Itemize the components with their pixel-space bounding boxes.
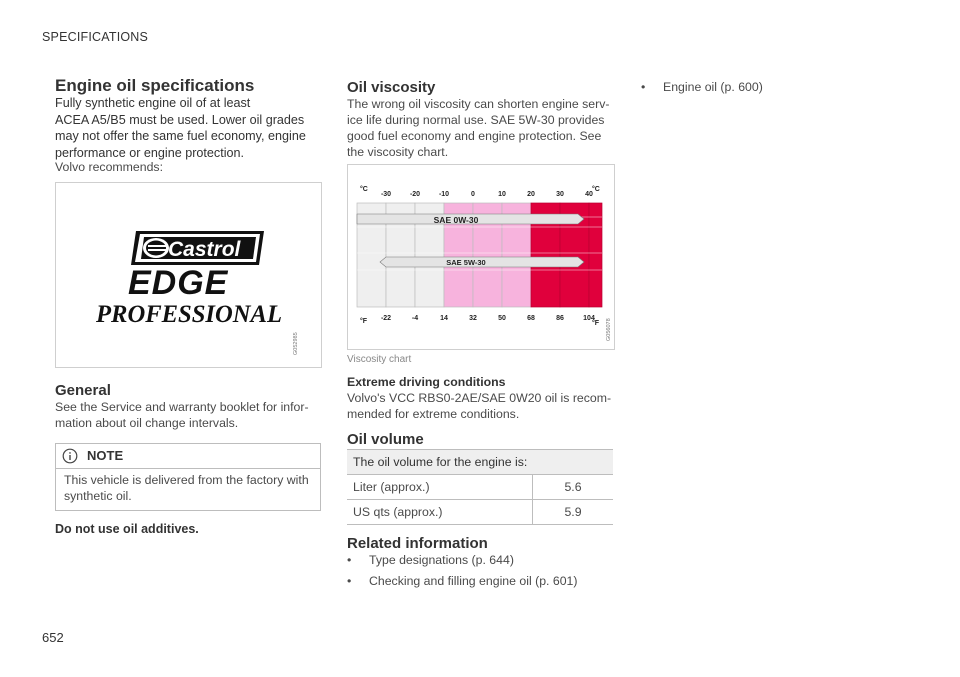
- related-link[interactable]: Checking and filling engine oil (p. 601): [369, 574, 578, 588]
- related-heading: Related information: [347, 535, 488, 552]
- volume-heading: Oil volume: [347, 431, 424, 448]
- page-number: 652: [42, 630, 64, 645]
- viscosity-line: the viscosity chart.: [347, 145, 449, 159]
- viscosity-chart: [347, 164, 615, 350]
- table-row: [347, 475, 613, 500]
- grade-label-0w30: SAE 0W-30: [433, 215, 479, 225]
- celsius-tick-label: -20: [409, 191, 421, 198]
- list-item[interactable]: [347, 573, 607, 589]
- grade-label-5w30: SAE 5W-30: [446, 258, 486, 267]
- general-line: mation about oil change intervals.: [55, 416, 239, 430]
- volume-value-cell: 5.9: [533, 500, 614, 525]
- bullet-dot: •: [347, 574, 352, 588]
- intro-text: [55, 95, 325, 161]
- celsius-tick-label: -30: [380, 191, 392, 198]
- viscosity-line: good fuel economy and engine protection. See: [347, 129, 602, 143]
- logo-line2-text: PROFESSIONAL: [95, 301, 282, 328]
- volume-label-cell: Liter (approx.): [347, 475, 533, 500]
- logo-image-code: G052985: [293, 332, 299, 355]
- volume-header-cell: The oil volume for the engine is:: [347, 450, 613, 475]
- celsius-tick-label: 0: [471, 191, 475, 198]
- fahrenheit-unit-left: °F: [360, 318, 368, 325]
- celsius-tick-label: -10: [438, 191, 450, 198]
- extreme-line: Volvo's VCC RBS0-2AE/SAE 0W20 oil is recom-: [347, 391, 612, 405]
- chart-band-red: [589, 203, 602, 307]
- celsius-tick-label: 10: [498, 191, 506, 198]
- related-link[interactable]: Engine oil (p. 600): [663, 80, 763, 94]
- viscosity-chart-graphic: [348, 165, 614, 349]
- related-link[interactable]: Type designations (p. 644): [369, 553, 514, 567]
- note-box: [55, 443, 321, 511]
- celsius-tick-label: 40: [585, 191, 593, 198]
- note-text: [64, 472, 309, 504]
- logo-line1-text: EDGE: [128, 264, 229, 302]
- celsius-tick-label: 30: [556, 191, 564, 198]
- section-header: SPECIFICATIONS: [42, 30, 149, 44]
- celsius-tick-label: 20: [527, 191, 535, 198]
- recommends-label: Volvo recommends:: [55, 160, 163, 174]
- intro-line: Fully synthetic engine oil of at least: [55, 96, 251, 110]
- fahrenheit-tick-label: 14: [440, 315, 448, 322]
- note-label: NOTE: [87, 448, 124, 463]
- extreme-line: mended for extreme conditions.: [347, 407, 520, 421]
- list-item[interactable]: [641, 79, 901, 95]
- volume-table-header: [347, 450, 613, 475]
- fahrenheit-unit-right: °F: [592, 320, 600, 327]
- bullet-dot: •: [641, 80, 646, 94]
- intro-line: ACEA A5/B5 must be used. Lower oil grades: [55, 112, 305, 127]
- chart-image-code: G056078: [606, 318, 612, 341]
- chart-caption: Viscosity chart: [347, 354, 412, 365]
- list-item[interactable]: [347, 552, 607, 568]
- logo-brand-text: Castrol: [168, 238, 241, 261]
- fahrenheit-tick-label: 68: [527, 315, 535, 322]
- table-row: [347, 500, 613, 525]
- intro-line: may not offer the same fuel economy, engine: [55, 129, 306, 143]
- bullet-dot: •: [347, 553, 352, 567]
- fahrenheit-tick-label: 104: [583, 315, 595, 322]
- note-line: This vehicle is delivered from the factory with: [64, 473, 309, 487]
- fahrenheit-tick-label: -4: [411, 315, 419, 322]
- viscosity-line: The wrong oil viscosity can shorten engine serv-: [347, 97, 610, 111]
- viscosity-heading: Oil viscosity: [347, 79, 436, 96]
- volume-label-cell: US qts (approx.): [347, 500, 533, 525]
- celsius-unit-left: °C: [360, 186, 368, 193]
- intro-line: performance or engine protection.: [55, 145, 245, 160]
- viscosity-text: [347, 96, 609, 160]
- viscosity-line: ice life during normal use. SAE 5W-30 provides: [347, 113, 605, 127]
- fahrenheit-tick-label: 32: [469, 315, 477, 322]
- volume-value-cell: 5.6: [533, 475, 614, 500]
- general-text: [55, 399, 309, 431]
- general-line: See the Service and warranty booklet for infor-: [55, 400, 309, 414]
- note-header: [56, 444, 320, 469]
- castrol-logo-image: [55, 182, 322, 368]
- fahrenheit-tick-label: 50: [498, 315, 506, 322]
- celsius-unit-right: °C: [592, 186, 600, 193]
- extreme-text: [347, 390, 611, 422]
- page-title: Engine oil specifications: [55, 76, 255, 95]
- volume-table: [347, 449, 613, 525]
- castrol-logo-graphic: [56, 183, 321, 367]
- note-line: synthetic oil.: [64, 489, 132, 503]
- general-heading: General: [55, 382, 111, 399]
- fahrenheit-tick-label: 86: [556, 315, 564, 322]
- info-icon: [62, 448, 78, 464]
- extreme-heading: Extreme driving conditions: [347, 375, 506, 389]
- additives-warning: Do not use oil additives.: [55, 522, 199, 536]
- fahrenheit-tick-label: -22: [380, 315, 392, 322]
